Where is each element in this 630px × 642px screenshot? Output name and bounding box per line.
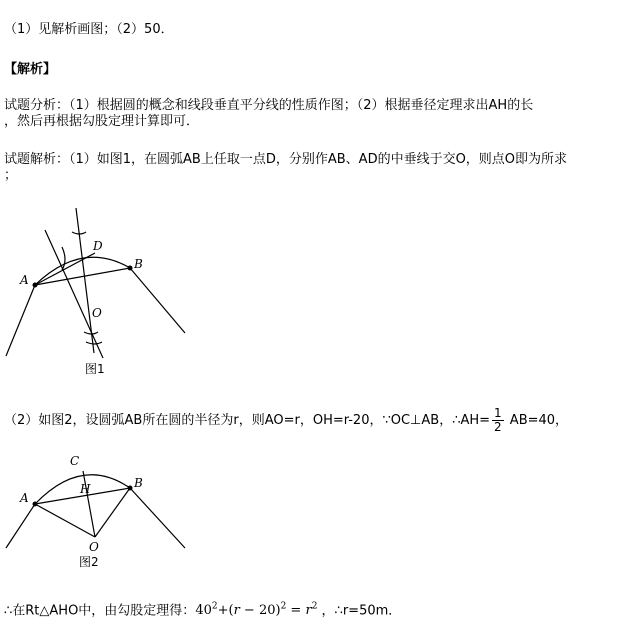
eq-exp-1: 2 <box>211 602 218 612</box>
road-right <box>130 268 185 333</box>
eq-minus: − 20) <box>239 603 281 619</box>
road-left <box>6 285 35 356</box>
point-a <box>33 502 38 507</box>
mark-arc-1 <box>62 247 65 270</box>
label-d: D <box>93 239 103 253</box>
segment-ao <box>35 504 95 537</box>
label-b: B <box>134 476 143 490</box>
conclusion-line <box>4 599 401 619</box>
label-o: O <box>92 306 102 320</box>
solution-line-2: ； <box>4 168 18 183</box>
segment-co <box>83 471 95 537</box>
mark-arc-4 <box>86 342 102 344</box>
label-a: A <box>20 273 29 287</box>
label-o: O <box>89 540 99 554</box>
eq-equals: = <box>286 603 306 619</box>
figure-2 <box>0 445 200 575</box>
conclusion-prefix: ∴在Rt△AHO中，由勾股定理得： <box>4 603 196 619</box>
chord-ab <box>35 268 130 285</box>
caption-figure-1: 图1 <box>85 362 105 376</box>
label-b: B <box>134 257 143 271</box>
fraction-numerator: 1 <box>494 406 502 420</box>
conclusion-suffix: ，∴r=50m． <box>317 603 402 619</box>
point-b <box>128 266 133 271</box>
eq-plus-open: +( <box>217 603 234 619</box>
eq-var-r2: r <box>305 603 312 619</box>
part2-text-after: AB=40， <box>505 413 569 428</box>
eq-a: 40 <box>195 603 212 619</box>
analysis-line-2: ，然后再根据勾股定理计算即可． <box>4 114 200 129</box>
road-right <box>130 488 185 548</box>
part2-line <box>4 407 568 434</box>
label-c: C <box>70 454 80 468</box>
point-b <box>128 486 133 491</box>
part2-text-before: （2）如图2，设圆弧AB所在圆的半径为r，则AO=r，OH=r-20，∵OC⊥AB，∴AH= <box>4 413 491 428</box>
analysis-line-1: 试题分析：（1）根据圆的概念和线段垂直平分线的性质作图；（2）根据垂径定理求出AH的长 <box>4 98 534 113</box>
label-h: H <box>80 482 91 496</box>
caption-figure-2: 图2 <box>79 555 99 569</box>
road-left <box>6 504 35 548</box>
label-a: A <box>20 491 29 505</box>
eq-exp-2: 2 <box>280 602 287 612</box>
analysis-heading: 【解析】 <box>4 62 57 77</box>
solution-line-1: 试题解析：（1）如图1，在圆弧AB上任取一点D，分别作AB、AD的中垂线于交O，则点O即为所求 <box>4 152 568 167</box>
segment-bo <box>95 488 130 537</box>
answer-line: （1）见解析画图；（2）50． <box>4 22 174 37</box>
pythagorean-equation <box>195 603 317 618</box>
eq-exp-3: 2 <box>311 602 318 612</box>
fraction-denominator: 2 <box>494 420 502 434</box>
figure-1 <box>0 195 200 385</box>
fraction-half <box>492 407 504 434</box>
point-a <box>33 283 38 288</box>
eq-var-r: r <box>233 603 240 619</box>
